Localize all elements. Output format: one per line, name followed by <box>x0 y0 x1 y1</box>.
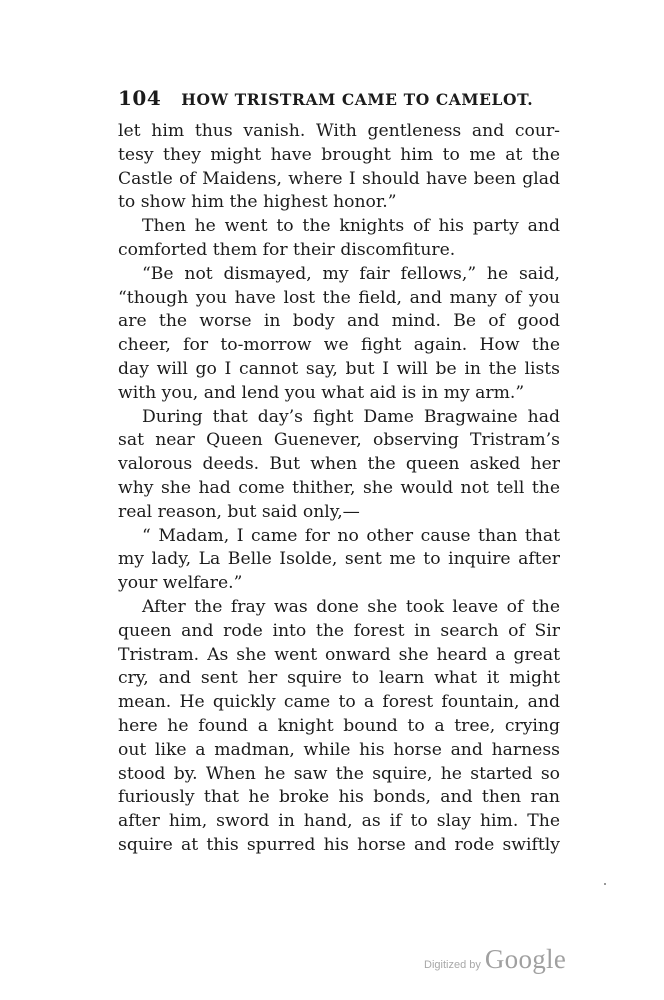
text-line: mean. He quickly came to a forest fountain, and <box>118 692 560 713</box>
paper-speck <box>604 883 606 885</box>
text-line: your welfare.” <box>118 573 243 594</box>
text-line: squire at this spurred his horse and rode swiftly <box>118 834 560 855</box>
text-line: sat near Queen Guenever, observing Tristram’s <box>118 430 560 451</box>
text-line: are the worse in body and mind. Be of good <box>118 311 560 332</box>
text-line: queen and rode into the forest in search of Sir <box>118 620 560 641</box>
text-line: furiously that he broke his bonds, and then ran <box>118 787 560 808</box>
page-number: 104 <box>118 86 162 110</box>
text-line: why she had come thither, she would not tell the <box>118 477 560 498</box>
text-line: day will go I cannot say, but I will be in the lists <box>118 358 560 379</box>
text-line: “ Madam, I came for no other cause than that <box>142 525 560 546</box>
text-line: out like a madman, while his horse and harness <box>118 739 560 760</box>
text-line: to show him the highest honor.” <box>118 192 397 213</box>
digitized-watermark <box>424 944 566 975</box>
text-line: let him thus vanish. With gentleness and cour- <box>118 121 560 141</box>
running-title: HOW TRISTRAM CAME TO CAMELOT. <box>181 90 534 109</box>
text-line: cheer, for to-morrow we fight again. How the <box>118 335 560 356</box>
text-line: my lady, La Belle Isolde, sent me to inquire after <box>118 549 560 570</box>
text-line: valorous deeds. But when the queen asked her <box>118 454 560 475</box>
text-line: real reason, but said only,— <box>118 501 360 522</box>
text-line: During that day’s fight Dame Bragwaine had <box>142 406 560 427</box>
text-line: here he found a knight bound to a tree, crying <box>118 715 560 736</box>
running-head <box>118 86 558 116</box>
text-line: tesy they might have brought him to me at the <box>118 144 560 165</box>
text-line: with you, and lend you what aid is in my arm.” <box>118 382 525 403</box>
text-line: cry, and sent her squire to learn what it might <box>118 668 560 689</box>
text-line: “Be not dismayed, my fair fellows,” he said, <box>142 263 560 284</box>
text-line: Then he went to the knights of his party and <box>142 216 560 237</box>
text-line: Tristram. As she went onward she heard a great <box>118 644 560 665</box>
text-line: After the fray was done she took leave of the <box>142 596 560 617</box>
text-line: “though you have lost the field, and many of you <box>118 287 560 308</box>
body-text <box>118 120 560 858</box>
text-line: comforted them for their discomfiture. <box>118 239 456 260</box>
text-line: stood by. When he saw the squire, he started so <box>118 763 560 784</box>
text-line: Castle of Maidens, where I should have been glad <box>118 168 560 189</box>
google-logo: Google <box>484 944 567 974</box>
watermark-prefix: Digitized by <box>424 959 481 971</box>
text-line: after him, sword in hand, as if to slay him. The <box>118 811 560 832</box>
